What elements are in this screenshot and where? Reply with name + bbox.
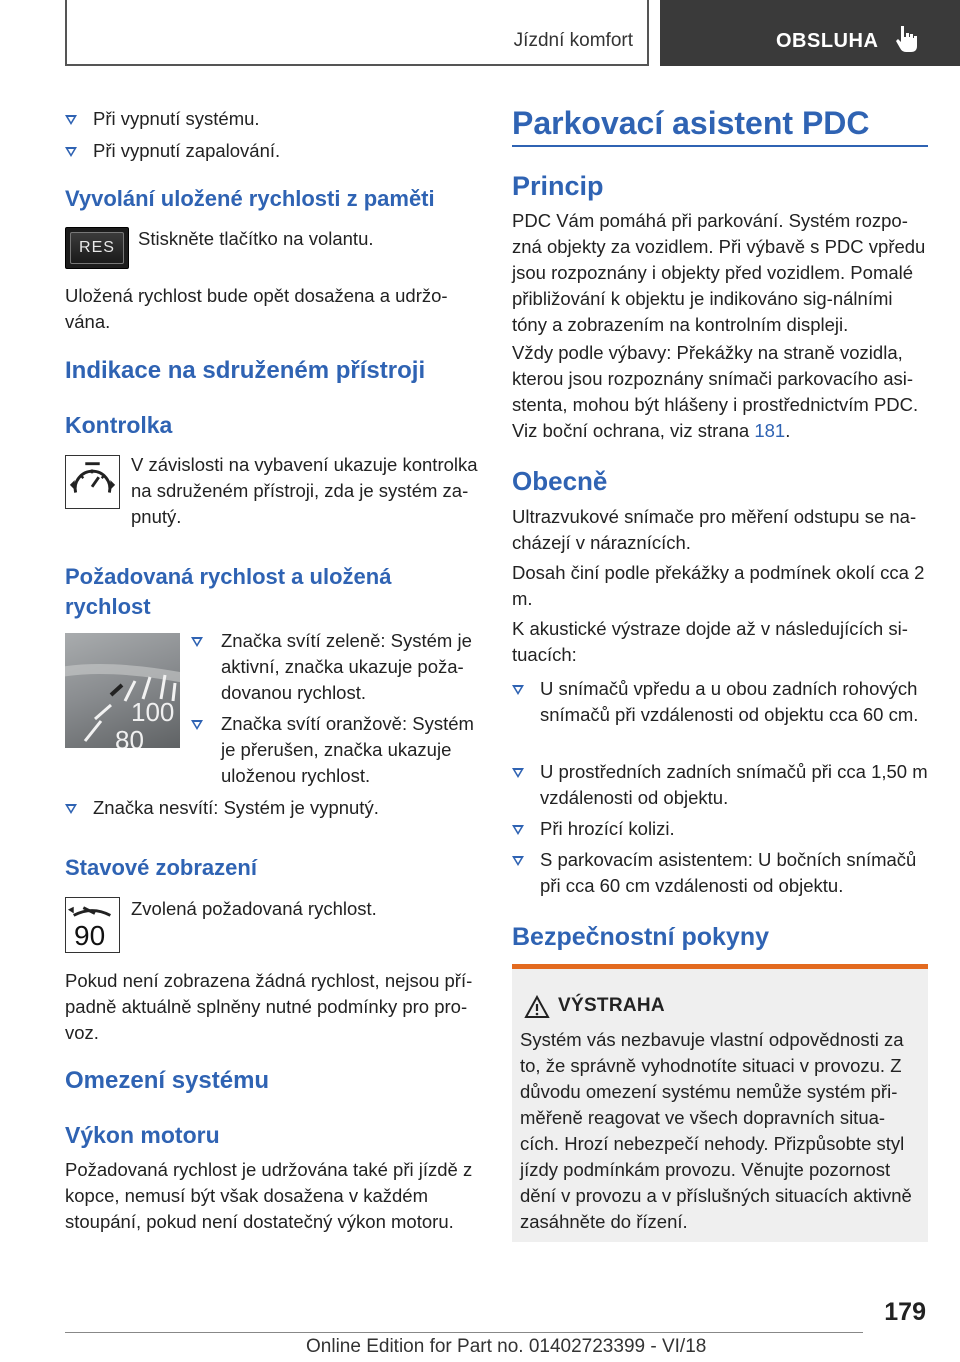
cruise-control-indicator-icon bbox=[65, 455, 120, 509]
footer-divider bbox=[65, 1332, 863, 1333]
section-heading: Obecně bbox=[512, 466, 608, 496]
set-speed-display-icon: 90 bbox=[65, 897, 120, 953]
kontrolka-text: V závislosti na vybavení ukazuje kontrolka na sdruženém přístroji, zda je systém za-pnutý. bbox=[131, 454, 478, 527]
chapter-title: Parkovací asistent PDC bbox=[512, 105, 870, 141]
subsection-heading: Stavové zobrazení bbox=[65, 855, 257, 880]
subsection-heading: Kontrolka bbox=[65, 412, 173, 438]
bullet-triangle-icon bbox=[512, 685, 524, 695]
warning-title: VÝSTRAHA bbox=[558, 995, 665, 1016]
subsection-heading: Požadovaná rychlost a uložená rychlost bbox=[65, 564, 392, 619]
bullet-triangle-icon bbox=[191, 720, 203, 730]
section-heading: Vyvolání uložené rychlosti z paměti bbox=[65, 186, 435, 211]
header-chapter-tab bbox=[660, 0, 960, 66]
section-heading: Bezpečnostní pokyny bbox=[512, 923, 769, 951]
bullet-triangle-icon bbox=[512, 856, 524, 866]
subsection-heading: Výkon motoru bbox=[65, 1122, 220, 1148]
section-heading: Indikace na sdruženém přístroji bbox=[65, 357, 426, 384]
recall-text: Uložená rychlost bude opět dosažena a udržo-vána. bbox=[65, 285, 448, 332]
title-divider bbox=[512, 145, 928, 147]
bullet-triangle-icon bbox=[512, 768, 524, 778]
principle-text: PDC Vám pomáhá při parkování. Systém rozpo-zná objekty za vozidlem. Při výbavě s PDC vpředu jsou rozpoznány i objekty před vozidlem. Pomalé přibližování k objektu je indikováno sig-nálními tóny a zobrazením na kontrolním displeji. bbox=[512, 210, 926, 335]
warning-triangle-icon bbox=[524, 995, 550, 1019]
speedo-label-80: 80 bbox=[115, 725, 144, 748]
warning-box bbox=[512, 964, 928, 1242]
status-paragraph: Pokud není zobrazena žádná rychlost, nejsou pří-padně aktuálně splněny nutné podmínky pro pro-voz. bbox=[65, 970, 473, 1043]
section-heading: Princip bbox=[512, 171, 604, 201]
page-number: 179 bbox=[884, 1298, 926, 1326]
page-link[interactable]: 181 bbox=[754, 420, 786, 441]
bullet-triangle-icon bbox=[65, 115, 77, 125]
bullet-triangle-icon bbox=[191, 637, 203, 647]
equipment-text: Vždy podle výbavy: Překážky na straně vozidla, kterou jsou rozpoznány snímači parkovacího asi-stenta, mohou být hlášeny i prostřednictvím PDC. Viz boční ochrana, viz strana 181. bbox=[512, 342, 919, 441]
header-section-tab bbox=[65, 0, 649, 66]
speedometer-image bbox=[65, 633, 180, 748]
footer-edition: Online Edition for Part no. 01402723399 - VI/18 bbox=[306, 1336, 707, 1357]
engine-text: Požadovaná rychlost je udržována také při jízdě z kopce, nemusí být však dosažena v každém stoupání, pokud není dostatečný výkon motoru. bbox=[65, 1159, 473, 1232]
status-text: Zvolená požadovaná rychlost. bbox=[131, 898, 377, 919]
header-chapter-title: OBSLUHA bbox=[776, 30, 879, 52]
bullet-triangle-icon bbox=[65, 804, 77, 814]
speedo-label-100: 100 bbox=[131, 697, 175, 727]
header-section-title: Jízdní komfort bbox=[513, 30, 633, 51]
hand-pointer-icon bbox=[892, 24, 922, 54]
recall-instruction: Stiskněte tlačítko na volantu. bbox=[138, 228, 374, 249]
general-text-1: Ultrazvukové snímače pro měření odstupu se na-cházejí v náraznících. bbox=[512, 506, 917, 553]
section-heading: Omezení systému bbox=[65, 1067, 270, 1094]
res-button-icon: RES bbox=[65, 227, 129, 269]
bullet-triangle-icon bbox=[512, 825, 524, 835]
general-text-2: Dosah činí podle překážky a podmínek okolí cca 2 m. bbox=[512, 562, 925, 609]
general-text-3: K akustické výstraze dojde až v následujících si-tuacích: bbox=[512, 618, 908, 665]
warning-text: Systém vás nezbavuje vlastní odpovědnosti za to, že správně vyhodnotíte situaci v provozu. Z důvodu omezení systému nemůže systém při-měřeně reagovat ve všech dopravních situa-cích. Hrozí nebezpečí nehody. Přizpůsobte styl jízdy podmínkám provozu. Věnujte pozornost dění v provozu a v příslušných situacích aktivně zasáhněte do řízení. bbox=[520, 1029, 912, 1232]
page-header bbox=[0, 0, 960, 66]
bullet-triangle-icon bbox=[65, 147, 77, 157]
